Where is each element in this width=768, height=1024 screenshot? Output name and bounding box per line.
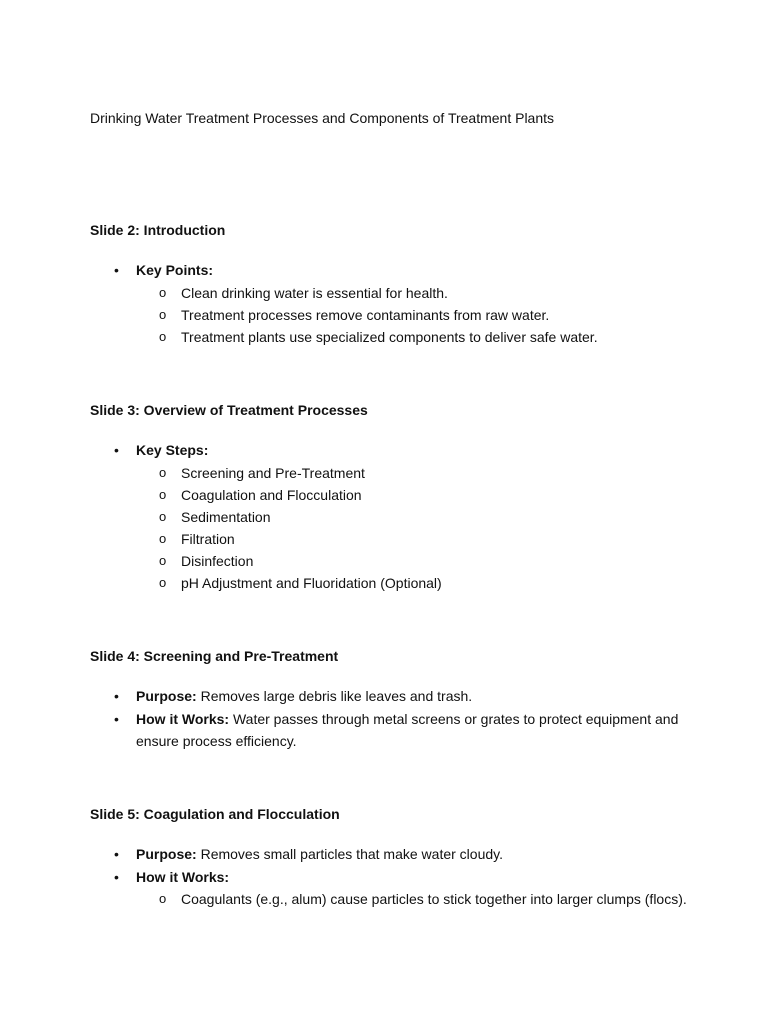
bullet-icon: • [114,688,119,704]
list-item [136,326,690,348]
list-item [136,282,690,304]
section-heading: Slide 4: Screening and Pre-Treatment [90,648,339,664]
list-item [136,506,690,528]
list-item [90,685,690,708]
list-item [90,439,690,594]
list-item [90,866,690,911]
document-title: Drinking Water Treatment Processes and Components of Treatment Plants [90,110,555,126]
list-item [136,484,690,506]
sub-bullet-list [136,462,690,594]
list-item-text: Treatment processes remove contaminants from raw water. [181,306,550,323]
bullet-label: Key Steps: [136,442,209,458]
bullet-label: How it Works: [136,868,230,885]
bullet-list [90,685,690,753]
bullet-list [90,259,690,348]
bullet-list [90,439,690,594]
list-item-text: Coagulation and Flocculation [181,486,362,503]
sub-bullet-list [136,888,690,910]
section-slide-4 [90,647,690,753]
list-item-text: Filtration [181,530,235,547]
bullet-list [90,843,690,910]
list-item [136,462,690,484]
bullet-icon: • [114,710,119,727]
sub-bullet-icon: o [159,306,167,322]
list-item-text: Disinfection [181,552,254,569]
list-item-text: Clean drinking water is essential for health. [181,284,448,301]
list-item [136,304,690,326]
bullet-icon: • [114,262,119,278]
sub-bullet-icon: o [159,530,167,546]
list-item [136,528,690,550]
bullet-label: Key Points: [136,262,214,278]
section-heading: Slide 3: Overview of Treatment Processes [90,402,368,418]
sub-bullet-icon: o [159,508,167,524]
sub-bullet-icon: o [159,464,167,480]
sub-bullet-icon: o [159,552,167,568]
bullet-icon: • [114,442,119,458]
list-item [136,572,690,594]
list-item [90,708,690,753]
section-heading: Slide 5: Coagulation and Flocculation [90,806,340,822]
list-item-text: Coagulants (e.g., alum) cause particles to stick together into larger clumps (flocs). [181,891,687,907]
bullet-label: Purpose: [136,688,197,704]
bullet-icon: • [114,846,119,862]
sub-bullet-icon: o [159,891,167,906]
list-item [136,550,690,572]
bullet-icon: • [114,868,119,885]
section-slide-3 [90,401,690,594]
list-item [136,888,690,910]
list-item-text: Removes small particles that make water cloudy. [196,846,503,862]
list-item [90,259,690,348]
bullet-label: Purpose: [136,846,197,862]
bullet-label: How it Works: [136,710,230,727]
sub-bullet-icon: o [159,486,167,502]
section-slide-2 [90,221,690,348]
section-slide-5 [90,805,690,910]
list-item-text: Removes large debris like leaves and trash. [196,688,473,704]
sub-bullet-icon: o [159,328,167,344]
list-item-text: Screening and Pre-Treatment [181,464,365,481]
sub-bullet-icon: o [159,574,167,590]
section-heading: Slide 2: Introduction [90,222,226,238]
list-item-text: Treatment plants use specialized components to deliver safe water. [181,328,598,345]
list-item-text: Sedimentation [181,508,271,525]
sub-bullet-icon: o [159,284,167,300]
list-item-text: Water passes through metal screens or grates to protect equipment and ensure process efficiency. [136,710,679,749]
list-item-text: pH Adjustment and Fluoridation (Optional) [181,574,442,591]
sub-bullet-list [136,282,690,348]
list-item [90,843,690,866]
